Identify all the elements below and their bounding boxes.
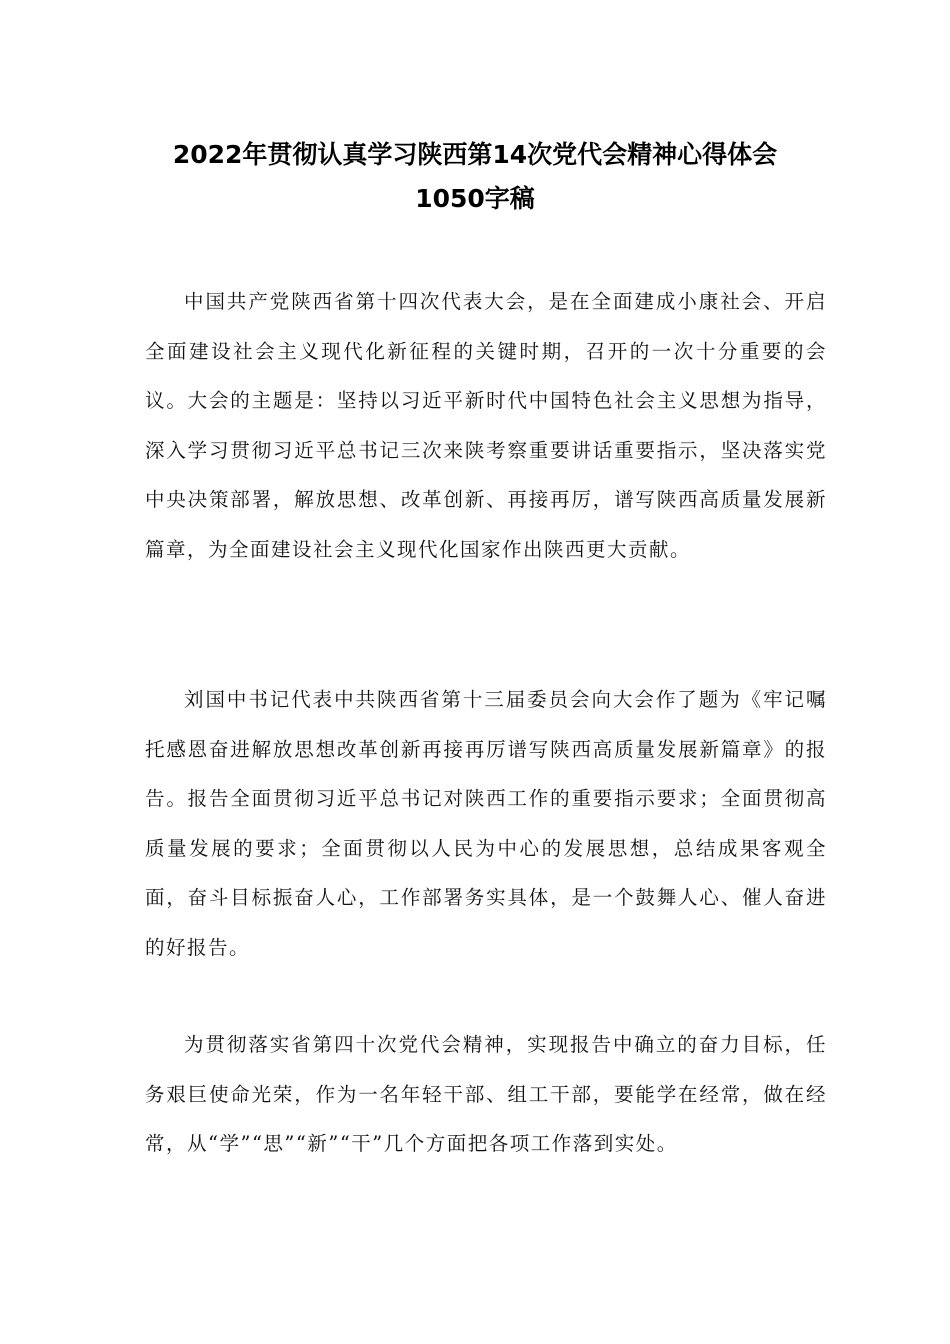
document-title: 2022年贯彻认真学习陕西第14次党代会精神心得体会1050字稿 — [172, 140, 778, 213]
paragraph-1: 中国共产党陕西省第十四次代表大会，是在全面建成小康社会、开启全面建设社会主义现代化新征程的关键时期，召开的一次十分重要的会议。大会的主题是：坚持以习近平新时代中国特色社会主义思想为指导，深入学习贯彻习近平总书记三次来陕考察重要讲话重要指示，坚决落实党中央决策部署，解放思想、改革创新、再接再厉，谱写陕西高质量发展新篇章，为全面建设社会主义现代化国家作出陕西更大贡献。 — [145, 290, 827, 561]
paragraph-2: 刘国中书记代表中共陕西省第十三届委员会向大会作了题为《牢记嘱托感恩奋进解放思想改革创新再接再厉谱写陕西高质量发展新篇章》的报告。报告全面贯彻习近平总书记对陕西工作的重要指示要求；全面贯彻高质量发展的要求；全面贯彻以人民为中心的发展思想，总结成果客观全面，奋斗目标振奋人心，工作部署务实具体，是一个鼓舞人心、催人奋进的好报告。 — [145, 688, 827, 959]
paragraph-3: 为贯彻落实省第四十次党代会精神，实现报告中确立的奋力目标，任务艰巨使命光荣，作为一名年轻干部、组工干部，要能学在经常，做在经常，从“学”“思”“新”“干”几个方面把各项工作落到实处。 — [145, 1033, 827, 1155]
